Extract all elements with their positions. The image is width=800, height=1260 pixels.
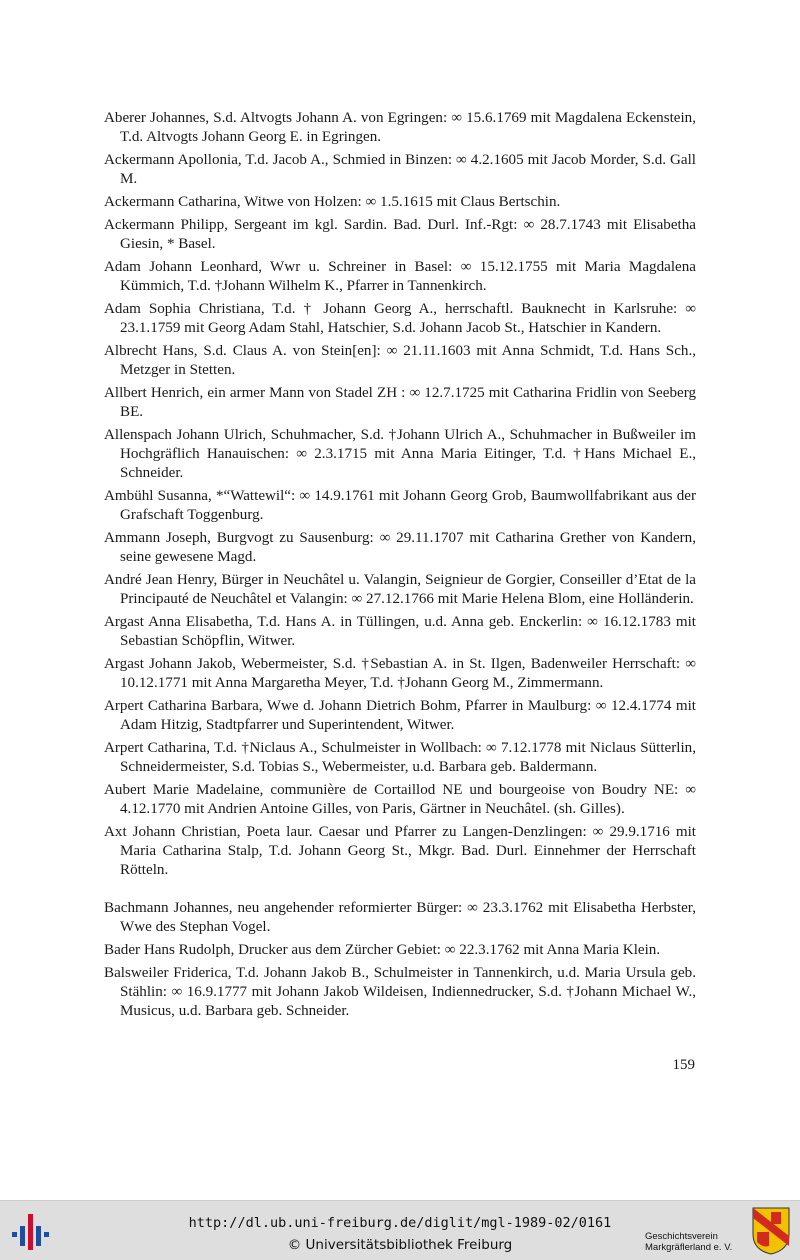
entry: Ambühl Susanna, *“Wattewil“: ∞ 14.9.1761 mit Johann Georg Grob, Baumwollfabrikant aus der Grafschaft Toggenburg.	[104, 488, 696, 523]
society-line-1: Geschichtsverein	[645, 1231, 718, 1242]
entry: Arpert Catharina Barbara, Wwe d. Johann Dietrich Bohm, Pfarrer in Maulburg: ∞ 12.4.1774 mit Adam Hitzig, Stadtpfarrer und Superintendent, Witwer.	[104, 698, 696, 733]
page-number: 159	[672, 1057, 695, 1073]
entry: Axt Johann Christian, Poeta laur. Caesar und Pfarrer zu Langen-Denzlingen: ∞ 29.9.1716 mit Maria Catharina Stalp, T.d. Johann Georg St., Mkgr. Bad. Durl. Einnehmer der Herrschaft Rötteln.	[104, 824, 696, 878]
entry: Ammann Joseph, Burgvogt zu Sausenburg: ∞ 29.11.1707 mit Catharina Grether von Kandern, seine gewesene Magd.	[104, 530, 696, 565]
entry: Ackermann Philipp, Sergeant im kgl. Sardin. Bad. Durl. Inf.-Rgt: ∞ 28.7.1743 mit Elisabetha Giesin, * Basel.	[104, 217, 696, 252]
entry: Argast Johann Jakob, Webermeister, S.d. †Sebastian A. in St. Ilgen, Badenweiler Herrschaft: ∞ 10.12.1771 mit Anna Margaretha Meyer, T.d. †Johann Georg M., Zimmermann.	[104, 656, 696, 691]
entry: Allbert Henrich, ein armer Mann von Stadel ZH : ∞ 12.7.1725 mit Catharina Fridlin von Seeberg BE.	[104, 385, 696, 420]
register-entries	[104, 109, 696, 1025]
entry: Arpert Catharina, T.d. †Niclaus A., Schulmeister in Wollbach: ∞ 7.12.1778 mit Niclaus Sütterlin, Schneidermeister, S.d. Tobias S., Webermeister, u.d. Barbara geb. Baldermann.	[104, 740, 696, 775]
entry: Argast Anna Elisabetha, T.d. Hans A. in Tüllingen, u.d. Anna geb. Enckerlin: ∞ 16.12.1783 mit Sebastian Schöpflin, Witwer.	[104, 614, 696, 649]
entry: Ackermann Apollonia, T.d. Jacob A., Schmied in Binzen: ∞ 4.2.1605 mit Jacob Morder, S.d. Gall M.	[104, 152, 696, 187]
entry: Balsweiler Friderica, T.d. Johann Jakob B., Schulmeister in Tannenkirch, u.d. Maria Ursula geb. Stählin: ∞ 16.9.1777 mit Johann Jakob Wildeisen, Indiennedrucker, S.d. †Johann Michael W., Musicus, u.d. Barbara geb. Schneider.	[104, 965, 696, 1019]
entry: Aubert Marie Madelaine, communière de Cortaillod NE und bourgeoise von Boudry NE: ∞ 4.12.1770 mit Andrien Antoine Gilles, von Paris, Gärtner in Neuchâtel. (sh. Gilles).	[104, 782, 696, 817]
entry: Allenspach Johann Ulrich, Schuhmacher, S.d. †Johann Ulrich A., Schuhmacher in Bußweiler im Hochgräflich Hanauischen: ∞ 2.3.1715 mit Anna Maria Eitinger, T.d. †Hans Michael E., Schneider.	[104, 427, 696, 481]
copyright-text: © Universitätsbibliothek Freiburg	[287, 1237, 513, 1253]
society-name	[645, 1231, 732, 1253]
coat-of-arms-icon[interactable]	[751, 1206, 791, 1256]
entry: Adam Johann Leonhard, Wwr u. Schreiner in Basel: ∞ 15.12.1755 mit Maria Magdalena Kümmich, T.d. †Johann Wilhelm K., Pfarrer in Tannenkirch.	[104, 259, 696, 294]
entry: Ackermann Catharina, Witwe von Holzen: ∞ 1.5.1615 mit Claus Bertschin.	[104, 194, 561, 210]
entry: Aberer Johannes, S.d. Altvogts Johann A. von Egringen: ∞ 15.6.1769 mit Magdalena Eckenstein, T.d. Altvogts Johann Georg E. in Egringen.	[104, 110, 696, 145]
entry: Albrecht Hans, S.d. Claus A. von Stein[en]: ∞ 21.11.1603 mit Anna Schmidt, T.d. Hans Sch., Metzger in Stetten.	[104, 343, 696, 378]
entry: Bachmann Johannes, neu angehender reformierter Bürger: ∞ 23.3.1762 mit Elisabetha Herbster, Wwe des Stephan Vogel.	[104, 900, 696, 935]
viewer-footer	[0, 1200, 800, 1260]
entry: André Jean Henry, Bürger in Neuchâtel u. Valangin, Seignieur de Gorgier, Conseiller d’Etat de la Principauté de Neuchâtel et Valangin: ∞ 27.12.1766 mit Marie Helena Blom, eine Holländerin.	[104, 572, 696, 607]
society-line-2: Markgräflerland e. V.	[645, 1242, 733, 1253]
document-url-link[interactable]: http://dl.ub.uni-freiburg.de/diglit/mgl-1989-02/0161	[188, 1215, 612, 1231]
entry: Bader Hans Rudolph, Drucker aus dem Zürcher Gebiet: ∞ 22.3.1762 mit Anna Maria Klein.	[104, 942, 661, 958]
entry: Adam Sophia Christiana, T.d. † Johann Georg A., herrschaftl. Bauknecht in Karlsruhe: ∞ 23.1.1759 mit Georg Adam Stahl, Hatschier, S.d. Johann Jacob St., Hatschier in Kandern.	[104, 301, 696, 336]
section-gap	[104, 884, 696, 899]
